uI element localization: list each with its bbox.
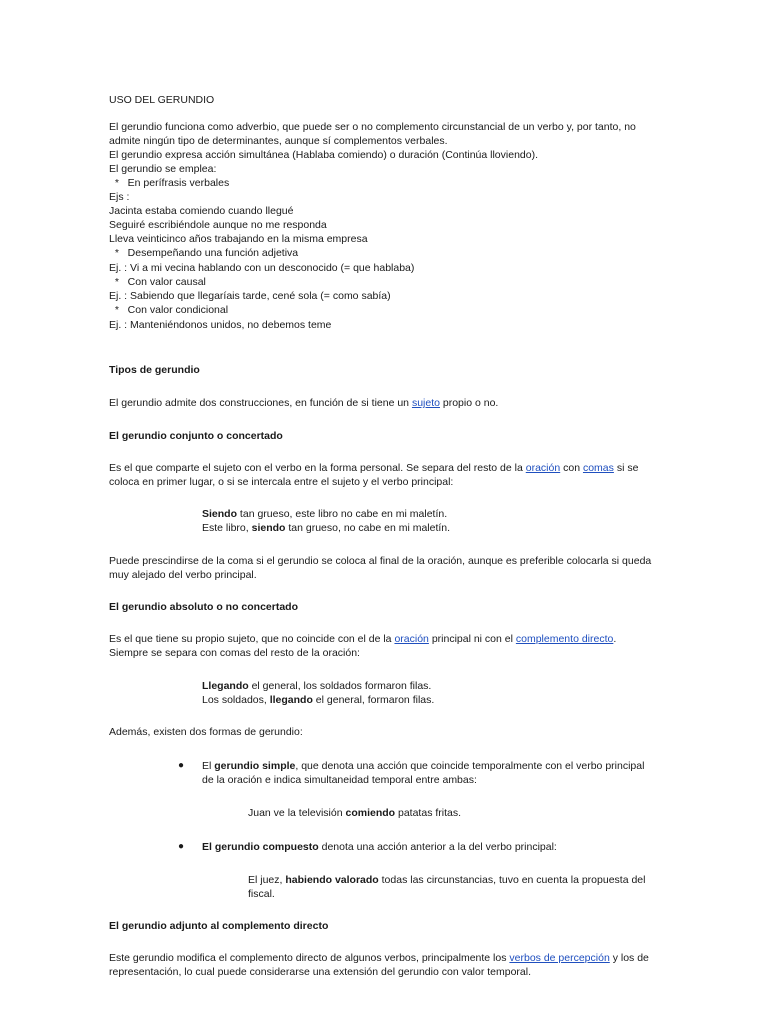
use-list-item: * Desempeñando una función adjetiva <box>109 247 299 259</box>
section-heading-adjunto: El gerundio adjunto al complemento directo <box>109 920 329 932</box>
example-sentence: Ej. : Sabiendo que llegaríais tarde, cené sola (= como sabía) <box>109 290 391 302</box>
text-span: propio o no. <box>439 397 499 409</box>
examples-label: Ejs : <box>109 191 130 203</box>
intro-paragraph-line: admite ningún tipo de determinantes, aunque sí complementos verbales. <box>109 135 448 147</box>
gerund-emphasis: Siendo <box>202 508 238 520</box>
absoluto-example <box>202 693 434 707</box>
oracion-link[interactable]: oración <box>394 633 429 645</box>
text-span: Es el que tiene su propio sujeto, que no coincide con el de la <box>109 633 395 645</box>
absoluto-paragraph-line <box>109 632 616 646</box>
text-span: . <box>613 633 617 645</box>
gerund-emphasis: habiendo valorado <box>285 874 379 886</box>
section-heading-absoluto: El gerundio absoluto o no concertado <box>109 601 299 613</box>
example-sentence: Ej. : Manteniéndonos unidos, no debemos teme <box>109 319 332 331</box>
conjunto-paragraph-line: muy alejado del verbo principal. <box>109 569 257 581</box>
intro-paragraph-line: El gerundio se emplea: <box>109 163 217 175</box>
example-sentence: Lleva veinticinco años trabajando en la misma empresa <box>109 233 368 245</box>
absoluto-example <box>202 679 431 693</box>
gerund-emphasis: Llegando <box>202 680 249 692</box>
conjunto-paragraph-line: Puede prescindirse de la coma si el gerundio se coloca al final de la oración, aunque es preferible colocarla si queda <box>109 555 652 567</box>
bullet-icon: ● <box>178 760 185 771</box>
text-span: Juan ve la televisión <box>248 807 346 819</box>
text-span: denota una acción anterior a la del verbo principal: <box>318 841 557 853</box>
intro-paragraph-line: El gerundio funciona como adverbio, que puede ser o no complemento circunstancial de un verbo y, por tanto, no <box>109 121 636 133</box>
formas-example-line: fiscal. <box>248 888 275 900</box>
example-sentence: Jacinta estaba comiendo cuando llegué <box>109 205 294 217</box>
text-span: si se <box>613 462 639 474</box>
bullet-icon: ● <box>178 841 185 852</box>
text-span: El gerundio admite dos construcciones, en función de si tiene un <box>109 397 412 409</box>
use-list-item: * En perífrasis verbales <box>109 177 230 189</box>
section-heading-tipos: Tipos de gerundio <box>109 364 200 376</box>
text-span: patatas fritas. <box>395 807 462 819</box>
text-span: todas las circunstancias, tuvo en cuenta la propuesta del <box>378 874 646 886</box>
use-list-item: * Con valor causal <box>109 276 206 288</box>
text-span: Este libro, <box>202 522 252 534</box>
oracion-link[interactable]: oración <box>525 462 561 474</box>
text-span: Este gerundio modifica el complemento directo de algunos verbos, principalmente los <box>109 952 510 964</box>
text-span: tan grueso, no cabe en mi maletín. <box>285 522 451 534</box>
adjunto-paragraph-line: representación, lo cual puede considerarse una extensión del gerundio con valor temporal. <box>109 966 532 978</box>
conjunto-paragraph-line: coloca en primer lugar, o si se intercala entre el sujeto y el verbo principal: <box>109 476 454 488</box>
text-span: el general, los soldados formaron filas. <box>248 680 432 692</box>
adjunto-paragraph-line <box>109 951 649 965</box>
gerund-emphasis: siendo <box>251 522 286 534</box>
text-span: , que denota una acción que coincide temporalmente con el verbo principal <box>295 760 645 772</box>
verbos-de-percepcion-link[interactable]: verbos de percepción <box>509 952 610 964</box>
conjunto-example <box>202 521 450 535</box>
conjunto-paragraph-line <box>109 461 638 475</box>
gerund-emphasis: gerundio simple <box>214 760 296 772</box>
formas-bullet-simple-line: de la oración e indica simultaneidad temporal entre ambas: <box>202 774 477 786</box>
intro-paragraph-line: El gerundio expresa acción simultánea (Hablaba comiendo) o duración (Continúa lloviendo). <box>109 149 538 161</box>
sujeto-link[interactable]: sujeto <box>411 397 440 409</box>
formas-intro: Además, existen dos formas de gerundio: <box>109 726 303 738</box>
example-sentence: Seguiré escribiéndole aunque no me responda <box>109 219 327 231</box>
formas-example <box>248 806 461 820</box>
formas-example <box>248 873 645 887</box>
text-span: Los soldados, <box>202 694 270 706</box>
text-span: el general, formaron filas. <box>312 694 435 706</box>
text-span: y los de <box>609 952 649 964</box>
formas-bullet-simple <box>202 759 644 773</box>
gerund-emphasis: llegando <box>269 694 313 706</box>
example-sentence: Ej. : Vi a mi vecina hablando con un desconocido (= que hablaba) <box>109 262 415 274</box>
text-span: principal ni con el <box>428 633 516 645</box>
text-span: El <box>202 760 215 772</box>
tipos-paragraph <box>109 396 498 410</box>
text-span: con <box>560 462 583 474</box>
formas-bullet-compuesto <box>202 840 557 854</box>
gerund-emphasis: El gerundio compuesto <box>202 841 319 853</box>
gerund-emphasis: comiendo <box>345 807 396 819</box>
conjunto-example <box>202 507 447 521</box>
text-span: tan grueso, este libro no cabe en mi maletín. <box>237 508 448 520</box>
document-title: USO DEL GERUNDIO <box>109 94 215 106</box>
text-span: El juez, <box>248 874 286 886</box>
comas-link[interactable]: comas <box>582 462 614 474</box>
use-list-item: * Con valor condicional <box>109 304 229 316</box>
absoluto-paragraph-line: Siempre se separa con comas del resto de la oración: <box>109 647 360 659</box>
section-heading-conjunto: El gerundio conjunto o concertado <box>109 430 283 442</box>
complemento-directo-link[interactable]: complemento directo <box>515 633 614 645</box>
text-span: Es el que comparte el sujeto con el verbo en la forma personal. Se separa del resto de la <box>109 462 526 474</box>
